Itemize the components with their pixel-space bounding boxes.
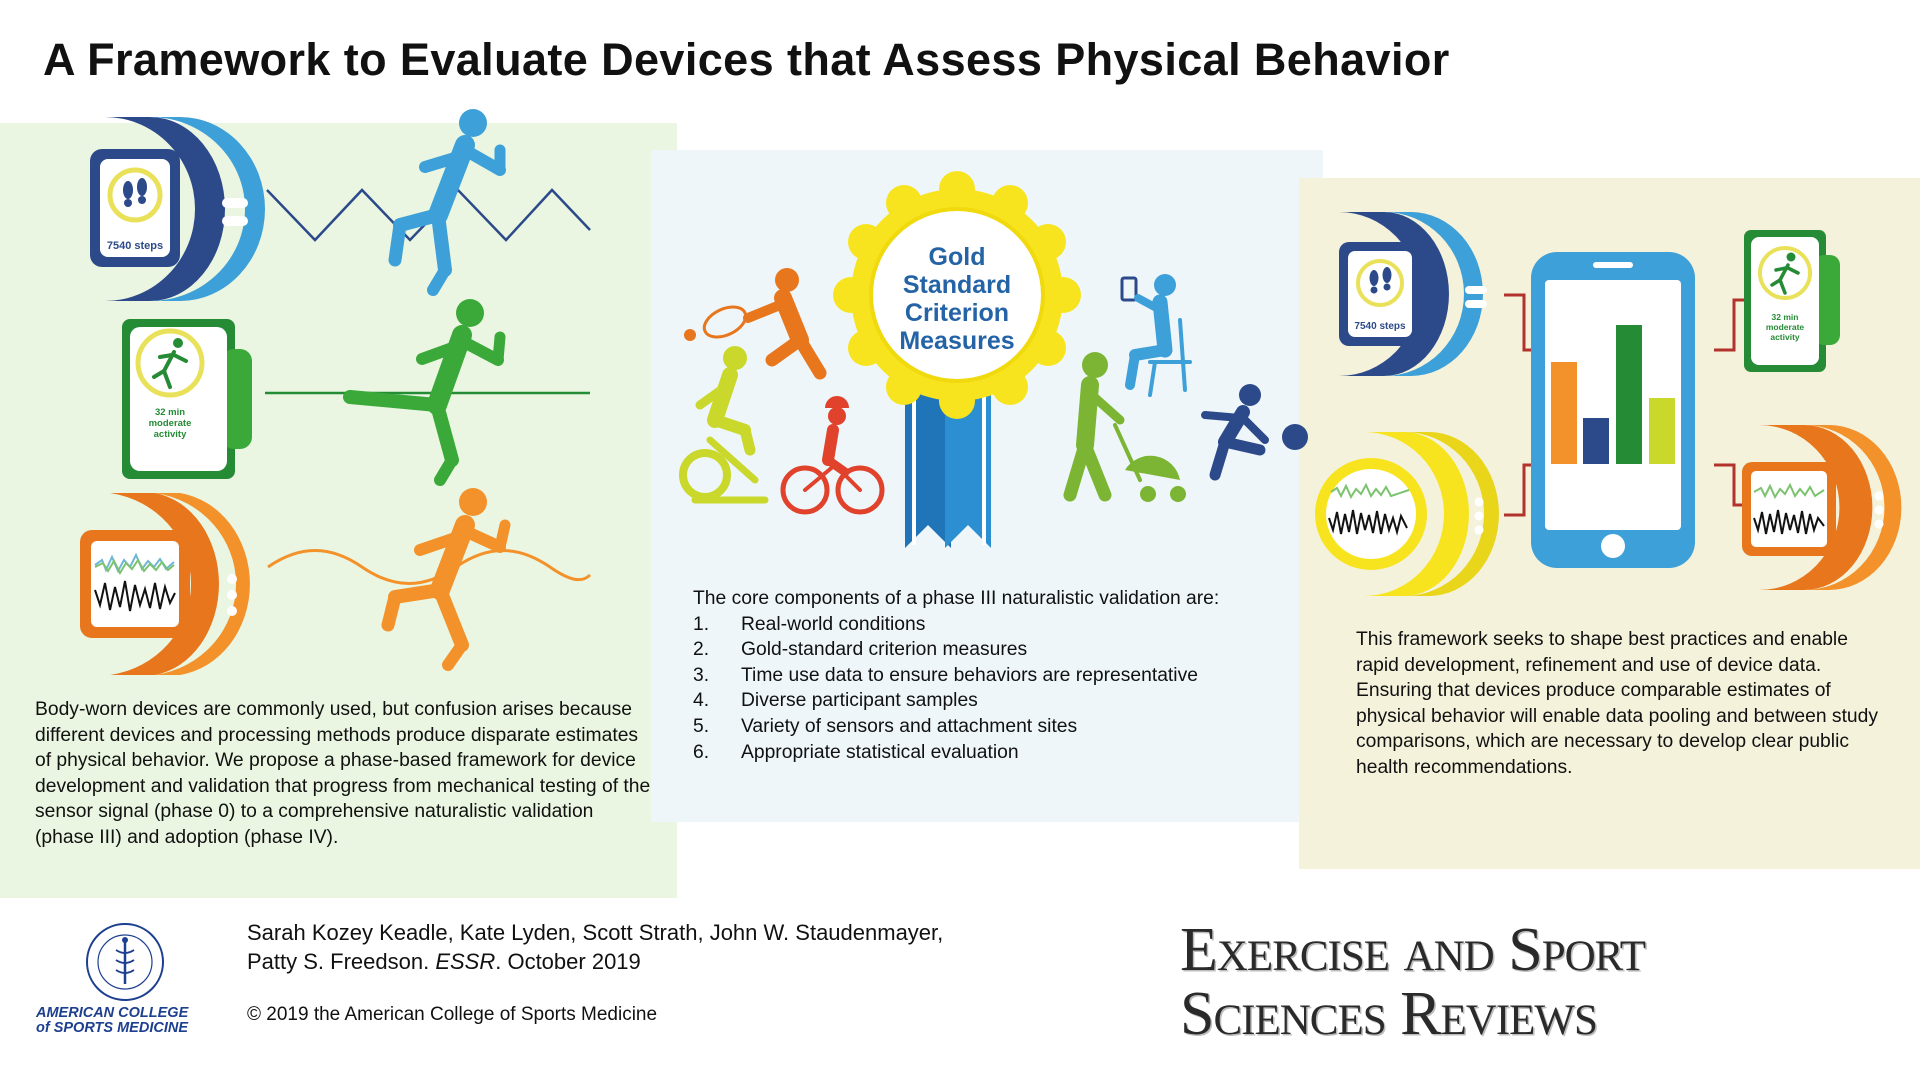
orange-waveform-tracker-device-small	[1742, 425, 1901, 590]
core-components-block	[693, 586, 1313, 765]
list-number: 4.	[693, 690, 710, 712]
steps-label: 7540 steps	[106, 240, 164, 252]
core-components-list	[693, 612, 1313, 766]
acsm-seal-logo	[36, 920, 214, 1004]
stationary-bike-figure	[683, 346, 765, 500]
right-panel-illustration	[1299, 200, 1920, 600]
wavy-signal	[268, 551, 590, 584]
activity-label-small-line1: 32 min	[1771, 312, 1799, 322]
citation	[247, 918, 943, 976]
activity-label-small-line2: moderate	[1765, 322, 1805, 332]
green-activity-tracker-device-small	[1744, 230, 1840, 372]
activity-label-small-line3: activity	[1770, 332, 1800, 342]
copyright: © 2019 the American College of Sports Medicine	[247, 1004, 658, 1025]
list-item	[693, 688, 1313, 714]
list-item	[693, 663, 1313, 689]
list-number: 5.	[693, 715, 710, 737]
activity-label-line1: 32 min	[154, 407, 186, 418]
list-item	[693, 714, 1313, 740]
gold-standard-badge	[833, 171, 1081, 419]
list-number: 3.	[693, 664, 710, 686]
child-cyclist-figure	[783, 396, 882, 512]
right-panel-summary: This framework seeks to shape best practices and enable rapid development, refinement and use of device data. Ensuring that devices produce comparable estimates of physical behavior will enable data pooling and between study comparisons, which are necessary to develop clear public health recommendations.	[1356, 629, 1879, 778]
list-number: 1.	[693, 613, 710, 635]
list-item	[693, 612, 1313, 638]
badge-line3: Criterion	[904, 299, 1010, 327]
kicking-figure	[1205, 384, 1308, 475]
list-number: 6.	[693, 741, 710, 763]
running-figure-green	[350, 299, 500, 480]
citation-line1: Sarah Kozey Keadle, Kate Lyden, Scott Strath, John W. Staudenmayer,	[247, 920, 944, 945]
smartphone-device	[1531, 252, 1695, 568]
list-text: Real-world conditions	[741, 613, 926, 635]
list-text: Appropriate statistical evaluation	[741, 741, 1019, 763]
list-item	[693, 637, 1313, 663]
acsm-name-line1: AMERICAN COLLEGE	[36, 1005, 189, 1021]
list-text: Diverse participant samples	[741, 690, 978, 712]
running-figure-blue	[395, 109, 500, 290]
citation-journal: ESSR	[435, 949, 496, 974]
yellow-waveform-tracker-device	[1315, 432, 1499, 596]
seated-reading-figure	[1122, 274, 1190, 395]
core-components-intro: The core components of a phase III naturalistic validation are:	[693, 588, 1220, 609]
journal-name-line1: Exercise and Sport	[1180, 916, 1646, 984]
blue-step-tracker-device-small	[1339, 212, 1487, 376]
tennis-player-figure	[684, 268, 820, 373]
badge-line4: Measures	[899, 327, 1015, 355]
list-text: Variety of sensors and attachment sites	[741, 715, 1078, 737]
badge-line1: Gold	[928, 243, 986, 271]
list-item	[693, 740, 1313, 766]
green-activity-tracker-device	[122, 319, 252, 479]
list-number: 2.	[693, 639, 710, 661]
running-figure-orange	[388, 488, 505, 665]
left-panel-summary: Body-worn devices are commonly used, but confusion arises because different devices and processing methods produce disparate estimates of physical behavior. We propose a phase-based framework for device development and validation that progress from mechanical testing of the sensor signal (phase 0) to a comprehensive naturalistic validation (phase III) and adoption (phase IV).	[35, 699, 651, 848]
journal-name-line2: Sciences Reviews	[1180, 980, 1597, 1048]
journal-logo	[1180, 918, 1645, 1046]
acsm-wordmark	[36, 1006, 214, 1036]
list-text: Gold-standard criterion measures	[741, 639, 1028, 661]
steps-label-small: 7540 steps	[1354, 321, 1406, 332]
blue-step-tracker-device	[90, 117, 265, 301]
list-text: Time use data to ensure behaviors are representative	[741, 664, 1198, 686]
badge-line2: Standard	[902, 271, 1012, 299]
left-panel-illustration	[0, 105, 677, 685]
middle-panel-illustration	[660, 180, 1320, 560]
citation-authors: Patty S. Freedson.	[247, 949, 436, 974]
orange-waveform-tracker-device	[80, 493, 250, 675]
activity-label-line2: moderate	[148, 418, 192, 429]
citation-date: . October 2019	[495, 949, 641, 974]
acsm-name-line2: of SPORTS MEDICINE	[36, 1020, 188, 1036]
page-title: A Framework to Evaluate Devices that Assess Physical Behavior	[43, 34, 1450, 85]
activity-label-line3: activity	[153, 429, 187, 440]
